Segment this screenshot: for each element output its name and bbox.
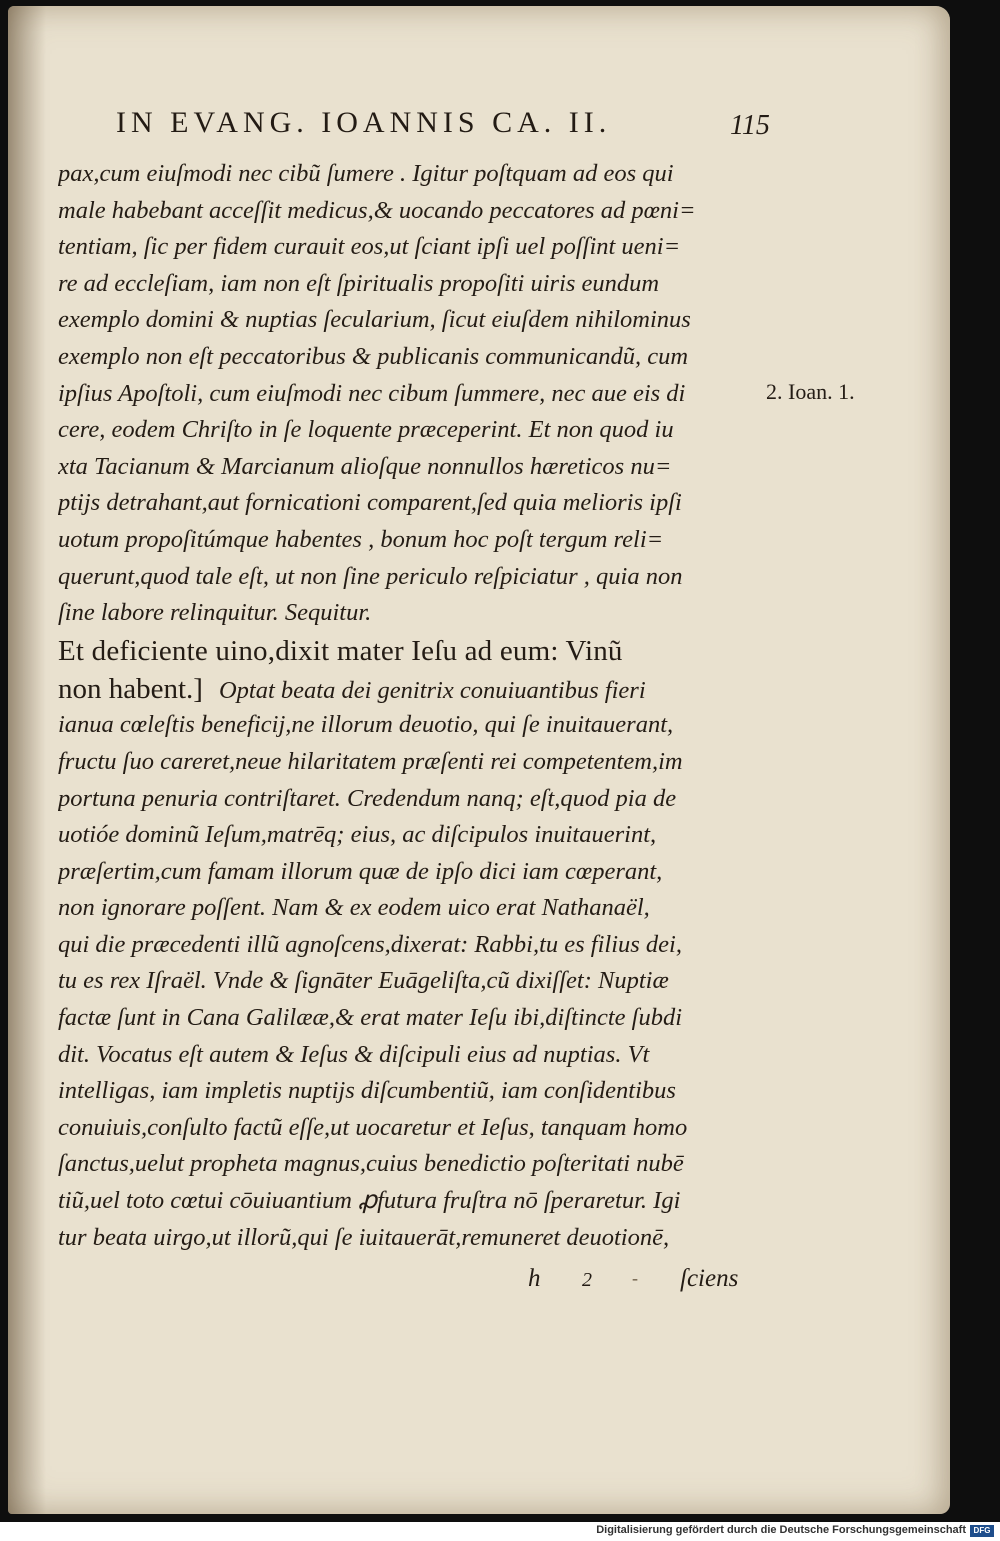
text-line: ianua cœleſtis beneficij,ne illorum deuotio, qui ſe inuitauerant, bbox=[58, 711, 674, 739]
text-line: dit. Vocatus eſt autem & Ieſus & diſcipuli eius ad nuptias. Vt bbox=[58, 1040, 650, 1068]
text-line: exemplo non eſt peccatoribus & publicanis communicandũ, cum bbox=[58, 342, 689, 370]
text-line: uotum propoſitúmque habentes , bonum hoc poſt tergum reli= bbox=[58, 525, 664, 553]
catchword: ſciens bbox=[680, 1265, 739, 1292]
text-line: qui die præcedenti illũ agnoſcens,dixerat: Rabbi,tu es filius dei, bbox=[58, 930, 682, 958]
text-line: ipſius Apoſtoli, cum eiuſmodi nec cibum ſummere, nec aue eis di bbox=[58, 379, 686, 407]
text-line: intelligas, iam impletis nuptijs diſcumbentiũ, iam conſidentibus bbox=[58, 1077, 676, 1105]
book-page bbox=[8, 6, 950, 1514]
dfg-logo-icon: DFG bbox=[970, 1525, 994, 1537]
text-line: portuna penuria contriſtaret. Credendum nanq; eſt,quod pia de bbox=[58, 784, 677, 812]
text-line: ſanctus,uelut propheta magnus,cuius benedictio poſteritati nubē bbox=[58, 1150, 684, 1178]
footer-bar bbox=[0, 1522, 1000, 1541]
signature-dash: - bbox=[632, 1268, 638, 1288]
signature-mark-letter: h bbox=[528, 1265, 541, 1292]
text-line: xta Tacianum & Marcianum alioſque nonnullos hæreticos nu= bbox=[58, 452, 672, 480]
text-line: tiũ,uel toto cœtui cōuiuantium ꝓfutura fruſtra nō ſperaretur. Igi bbox=[58, 1187, 681, 1215]
lemma-line: Et deficiente uino,dixit mater Ieſu ad eum: Vinũ bbox=[58, 634, 623, 667]
text-line: male habebant acceſſit medicus,& uocando peccatores ad pœni= bbox=[58, 196, 696, 224]
text-line: re ad eccleſiam, iam non eſt ſpiritualis propoſiti uiris eundum bbox=[58, 269, 660, 297]
text-line: tu es rex Iſraël. Vnde & ſignāter Euāgeliſta,cũ dixiſſet: Nuptiæ bbox=[58, 967, 669, 995]
funding-credit: Digitalisierung gefördert durch die Deutsche Forschungsgemeinschaft bbox=[596, 1524, 966, 1536]
text-line: exemplo domini & nuptias ſecularium, ſicut eiuſdem nihilominus bbox=[58, 306, 691, 334]
text-line: ptijs detrahant,aut fornicationi comparent,ſed quia melioris ipſi bbox=[58, 489, 682, 517]
text-line: factæ ſunt in Cana Galilææ,& erat mater Ieſu ibi,diſtincte ſubdi bbox=[58, 1004, 683, 1032]
folio-number: 115 bbox=[730, 110, 770, 141]
text-line: ſine labore relinquitur. Sequitur. bbox=[58, 599, 372, 627]
text-line: querunt,quod tale eſt, ut non ſine periculo reſpiciatur , quia non bbox=[58, 562, 683, 590]
text-line: tur beata uirgo,ut illorũ,qui ſe iuitauerāt,remuneret deuotionē, bbox=[58, 1223, 670, 1251]
text-line: non ignorare poſſent. Nam & ex eodem uico erat Nathanaël, bbox=[58, 894, 650, 922]
signature-mark-number: 2 bbox=[582, 1269, 592, 1291]
text-line: fructu ſuo careret,neue hilaritatem præſenti rei competentem,im bbox=[58, 747, 683, 775]
text-line: præſertim,cum famam illorum quæ de ipſo dici iam cœperant, bbox=[58, 857, 663, 885]
text-line: tentiam, ſic per fidem curauit eos,ut ſciant ipſi uel poſſint ueni= bbox=[58, 233, 681, 261]
commentary-start: Optat beata dei genitrix conuiuantibus fieri bbox=[218, 676, 646, 704]
text-line: pax,cum eiuſmodi nec cibũ ſumere . Igitur poſtquam ad eos qui bbox=[58, 160, 674, 187]
running-head: IN EVANG. IOANNIS CA. II. bbox=[116, 106, 612, 139]
text-line: uotióe dominũ Ieſum,matrēq; eius, ac diſcipulos inuitauerint, bbox=[58, 821, 657, 849]
margin-note: 2. Ioan. 1. bbox=[766, 379, 855, 404]
text-line: conuiuis,conſulto factũ eſſe,ut uocaretur et Ieſus, tanquam homo bbox=[58, 1113, 688, 1141]
text-line: cere, eodem Chriſto in ſe loquente præceperint. Et non quod iu bbox=[58, 416, 674, 444]
text-line-with-lemma bbox=[58, 671, 758, 708]
lemma-ending: non habent.] bbox=[58, 672, 203, 705]
body-text bbox=[58, 156, 758, 1256]
